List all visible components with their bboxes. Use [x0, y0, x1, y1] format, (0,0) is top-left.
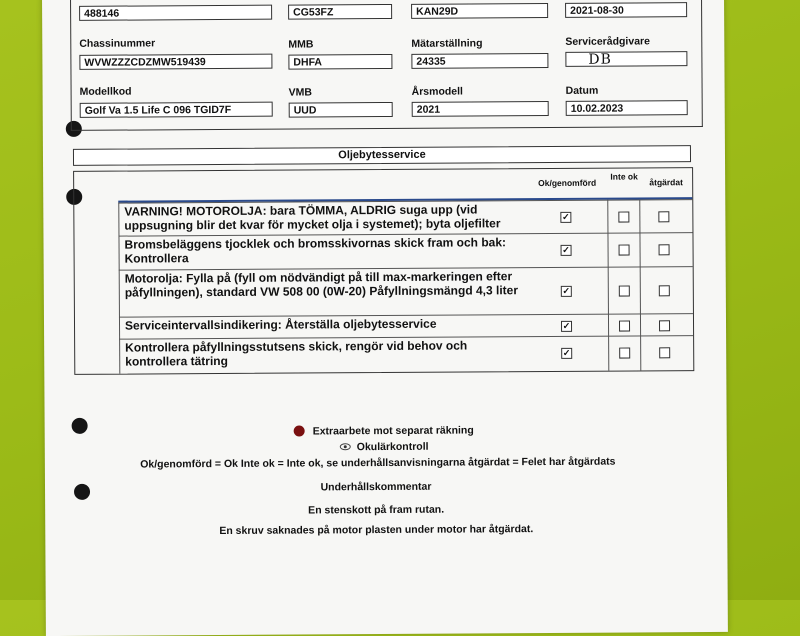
not-ok-checkbox[interactable] [619, 244, 630, 255]
field-label: Årsmodell [411, 85, 463, 98]
not-ok-checkbox[interactable] [618, 211, 629, 222]
field-value: DHFA [288, 54, 392, 70]
not-ok-checkbox[interactable] [619, 347, 630, 358]
field-value: 2021-08-30 [565, 2, 687, 18]
fixed-checkbox[interactable] [659, 244, 670, 255]
column-header-done: Ok/genomförd [538, 177, 597, 189]
done-checkbox[interactable]: ✓ [562, 211, 570, 222]
fixed-checkbox[interactable] [659, 320, 670, 331]
fixed-checkbox[interactable] [658, 211, 669, 222]
task-row [118, 199, 692, 237]
extra-work-note: Extraarbete mot separat räkning [312, 424, 474, 438]
not-ok-checkbox[interactable] [619, 320, 630, 331]
comment-line: En skruv saknades på motor plasten under motor har åtgärdat. [219, 523, 534, 538]
done-checkbox[interactable]: ✓ [562, 285, 571, 296]
mileage-value: 24335 [411, 53, 548, 69]
fixed-checkbox[interactable] [659, 347, 670, 358]
field-label: Mätarställning [411, 37, 483, 50]
comment-line: En stenskott på fram rutan. [308, 503, 445, 517]
model-year: 2021 [412, 101, 549, 117]
field-value: 488146 [79, 5, 272, 21]
fixed-checkbox[interactable] [659, 285, 670, 296]
done-checkbox[interactable]: ✓ [562, 320, 571, 331]
field-value: KAN29D [411, 3, 548, 19]
service-document [42, 0, 728, 636]
service-date: 10.02.2023 [566, 100, 688, 116]
advisor-signature: DB [565, 51, 687, 67]
field-label: MMB [288, 38, 314, 51]
field-label: VMB [288, 86, 312, 99]
task-row [119, 266, 693, 318]
task-text: Bromsbeläggens tjocklek och bromsskivornas skick fram och bak: Kontrollera [124, 235, 507, 266]
model-code: Golf Va 1.5 Life C 096 TGID7F [80, 102, 273, 118]
not-ok-checkbox[interactable] [619, 285, 630, 296]
task-text: VARNING! MOTOROLJA: bara TÖMMA, ALDRIG suga upp (vid uppsugning blir det kvar för mycket olja i systemet); byta oljefilter [124, 202, 501, 233]
task-text: Serviceintervallsindikering: Återställa oljebytesservice [124, 316, 437, 333]
service-checklist [73, 167, 694, 375]
field-value: CG53FZ [288, 4, 392, 20]
legend-text: Ok/genomförd = Ok Inte ok = Inte ok, se underhållsanvisningarna åtgärdat = Felet har åtgärdats [140, 455, 616, 471]
extra-work-bullet-icon [294, 425, 305, 436]
done-checkbox[interactable]: ✓ [562, 347, 571, 358]
task-text: Kontrollera påfyllningsstutsens skick, rengör vid behov och kontrollera tätring [125, 338, 468, 369]
field-label: Servicerådgivare [565, 35, 650, 48]
done-checkbox[interactable]: ✓ [562, 244, 570, 255]
field-value: UUD [289, 102, 393, 118]
vehicle-info-section [70, 0, 703, 131]
punch-hole [72, 418, 88, 434]
field-label: Modellkod [79, 85, 132, 98]
field-label: Datum [565, 84, 599, 97]
eye-icon [340, 443, 351, 450]
chassis-number: WVWZZZCDZMW519439 [79, 54, 272, 70]
visual-check-note: Okulärkontroll [356, 440, 429, 454]
column-header-not-ok: Inte ok [610, 171, 638, 182]
field-label [288, 0, 340, 1]
task-row [118, 232, 692, 271]
task-row [119, 335, 693, 374]
task-text: Motorolja: Fylla på (fyll om nödvändigt på till max-markeringen efter påfyllningen), standard VW 508 00 (0W-20) Påfyllningsmängd 4,3 liter [124, 269, 519, 300]
section-title: Oljebytesservice [73, 145, 691, 166]
column-header-fixed: åtgärdat [649, 177, 683, 188]
field-label: Chassinummer [79, 37, 156, 50]
comment-title: Underhållskommentar [320, 480, 432, 494]
